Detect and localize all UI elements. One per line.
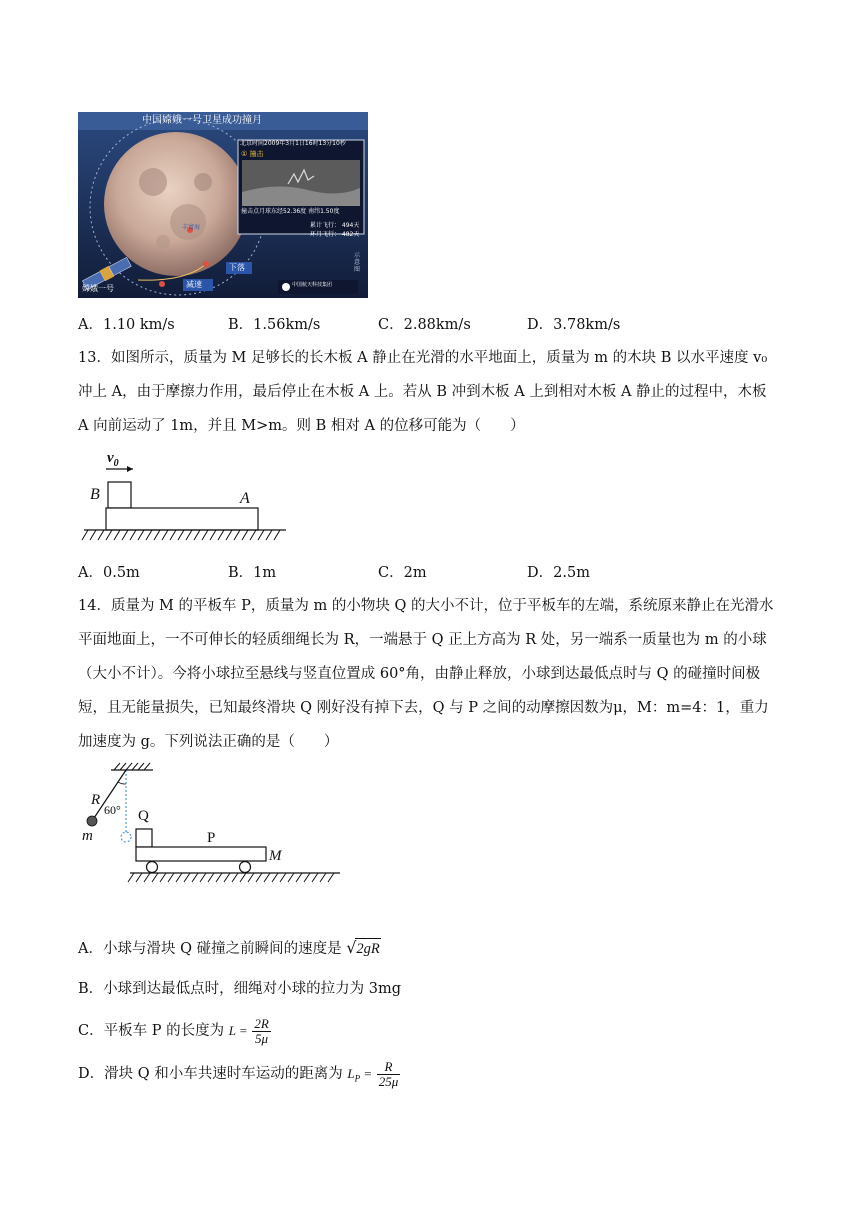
q14-option-c[interactable] (78, 1014, 271, 1048)
fig-label-v0: $v_0$ (107, 450, 119, 469)
option-text: 2.88km/s (403, 317, 471, 333)
moon-descent-label: 下落 (229, 263, 245, 272)
q14-option-b[interactable]: B．小球到达最低点时，细绳对小球的拉力为 3mg (78, 981, 402, 997)
fig-label-p: P (207, 830, 216, 846)
q13-option-b[interactable] (228, 563, 276, 583)
option-letter: D． (527, 565, 554, 581)
moon-impact-marker: 减速 (186, 280, 202, 289)
q12-option-c[interactable] (378, 315, 471, 335)
option-d-text: D．滑块 Q 和小车共速时车运动的距离为 (78, 1066, 343, 1082)
option-letter: D． (527, 317, 554, 333)
q13-option-c[interactable] (378, 563, 427, 583)
option-text: 2.5m (553, 565, 590, 581)
option-d-numerator: R (377, 1060, 401, 1075)
moon-time-label: 北京时间2009年3月1日16时13分10秒 (240, 140, 346, 147)
option-letter: A． (78, 565, 103, 581)
fig-label-r: R (91, 792, 101, 808)
fig-label-big-m: M (269, 848, 282, 864)
option-text: 1.56km/s (253, 317, 321, 333)
q13-option-a[interactable] (78, 563, 140, 583)
fig-label-angle: 60° (104, 803, 121, 817)
q12-option-a[interactable] (78, 315, 175, 335)
pendulum-cart-diagram (78, 762, 348, 890)
fig-label-a: A (240, 490, 250, 507)
option-c-lhs: L = (228, 1023, 248, 1038)
q14-option-d[interactable] (78, 1057, 400, 1096)
fig-label-q: Q (138, 808, 149, 824)
moon-flight-total: 累计飞行： 494天 (310, 222, 360, 229)
moon-impact-label: ① 撞击 (241, 150, 264, 158)
q14-option-a[interactable] (78, 938, 381, 959)
moon-impact-figure (78, 112, 368, 298)
q13-option-d[interactable] (527, 563, 590, 583)
option-letter: A． (78, 317, 103, 333)
option-text: 1.10 km/s (102, 317, 175, 333)
q14-stem-line-3: （大小不计）。今将小球拉至悬线与竖直位置成 60°角，由静止释放，小球到达最低点时与 Q 的碰撞时间极 (78, 666, 761, 682)
moon-sea-label: 丰富海 (182, 224, 201, 231)
option-d-denominator: 25μ (378, 1073, 399, 1089)
option-d-lhs: $L_P$ = (347, 1066, 373, 1084)
option-c-numerator: 2R (254, 1015, 269, 1031)
q14-stem-line-2: 平面地面上，一不可伸长的轻质细绳长为 R，一端悬于 Q 正上方高为 R 处，另一端系一质量也为 m 的小球 (78, 632, 767, 648)
option-text: 2m (403, 565, 427, 581)
moon-impact-point: 撞击点月球东经52.36度 南纬1.50度 (241, 208, 340, 215)
q13-board-figure (78, 450, 293, 550)
option-letter: C． (378, 317, 404, 333)
q14-stem-line-4: 短，且无能量损失，已知最终滑块 Q 刚好没有掉下去，Q 与 P 之间的动摩擦因数为μ，M：m=4：1，重力 (78, 700, 769, 716)
q13-stem-line-3: A 向前运动了 1m，并且 M>m。则 B 相对 A 的位移可能为（ ） (78, 418, 525, 434)
option-d-fraction (377, 1060, 401, 1089)
option-c-fraction (252, 1017, 270, 1046)
sqrt-sign: √ (346, 938, 357, 957)
q12-option-d[interactable] (527, 315, 620, 335)
option-c-denominator: 5μ (255, 1030, 269, 1046)
option-a-text: A．小球与滑块 Q 碰撞之前瞬间的速度是 (78, 941, 342, 957)
q14-stem-line-1: 14．质量为 M 的平板车 P，质量为 m 的小物块 Q 的大小不计，位于平板车的左端，系统原来静止在光滑水 (78, 598, 774, 614)
sqrt-expression: 2gR (355, 938, 380, 959)
q13-stem-line-1: 13．如图所示，质量为 M 足够长的长木板 A 静止在光滑的水平地面上，质量为 m 的木块 B 以水平速度 v₀ (78, 350, 768, 366)
q14-cart-figure (78, 762, 348, 890)
moon-banner: 中国嫦娥一号卫星成功撞月 (142, 115, 262, 126)
option-text: 1m (253, 565, 277, 581)
moon-side-note: 示意图 (354, 252, 361, 273)
option-text: 0.5m (102, 565, 140, 581)
moon-credit: 中国航天科技集团 (292, 282, 333, 288)
moon-satellite-label: 嫦娥一号 (82, 284, 114, 293)
option-letter: C． (378, 565, 404, 581)
option-text: 3.78km/s (553, 317, 621, 333)
q12-option-b[interactable] (228, 315, 320, 335)
option-c-text: C．平板车 P 的长度为 (78, 1023, 225, 1039)
option-letter: B． (228, 565, 254, 581)
fig-label-m: m (82, 828, 93, 844)
option-letter: B． (228, 317, 254, 333)
moon-flight-moon: 环月飞行： 482天 (310, 231, 360, 238)
q13-stem-line-2: 冲上 A，由于摩擦力作用，最后停止在木板 A 上。若从 B 冲到木板 A 上到相对木板 A 静止的过程中，木板 (78, 384, 767, 400)
q14-stem-line-5: 加速度为 g。下列说法正确的是（ ） (78, 734, 339, 750)
fig-label-b: B (90, 486, 100, 503)
